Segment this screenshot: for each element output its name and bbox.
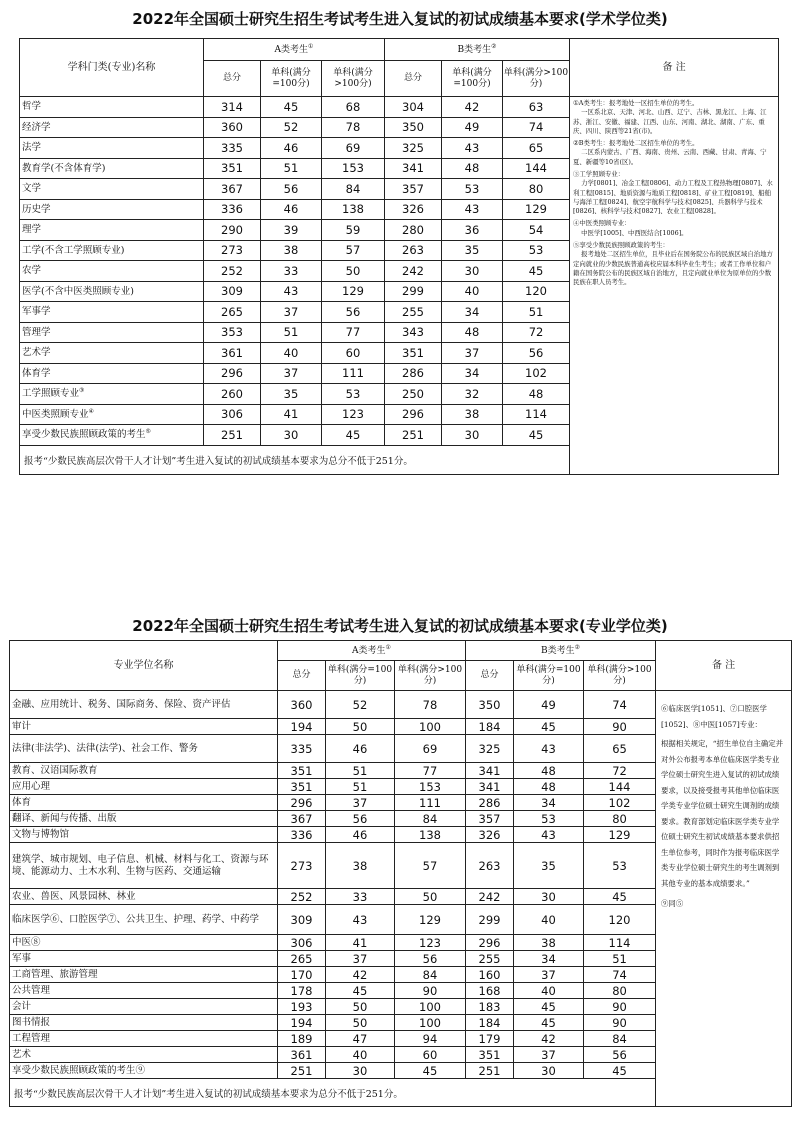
b-single100plus-cell: 53: [503, 240, 570, 261]
a-total-cell: 309: [278, 905, 326, 935]
b-total-cell: 357: [466, 811, 514, 827]
a-total-cell: 265: [278, 951, 326, 967]
b-single100plus-cell: 114: [503, 404, 570, 425]
note-item: ④中医类照顾专业： 中医学[1005]、中西医结合[1006]。: [573, 219, 688, 237]
row-name: 农业、兽医、风景园林、林业: [10, 889, 278, 905]
b-single100plus-cell: 114: [584, 935, 656, 951]
footnote: 报考“少数民族高层次骨干人才计划”考生进入复试的初试成绩基本要求为总分不低于251分。: [20, 445, 570, 474]
b-single100plus-header: 单科(满分>100分): [584, 661, 656, 691]
b-total-cell: 325: [385, 138, 442, 159]
a-single100-cell: 51: [261, 158, 322, 179]
b-single100-cell: 38: [514, 935, 584, 951]
a-single100-cell: 42: [326, 967, 395, 983]
b-total-cell: 326: [385, 199, 442, 220]
a-single100plus-cell: 45: [322, 425, 385, 446]
a-single100-cell: 30: [261, 425, 322, 446]
b-single100plus-cell: 72: [503, 322, 570, 343]
a-total-cell: 360: [278, 691, 326, 719]
b-single100-cell: 37: [442, 343, 503, 364]
remarks-notes: [570, 97, 779, 475]
a-total-cell: 178: [278, 983, 326, 999]
academic-score-table: [19, 38, 779, 475]
b-total-cell: 255: [385, 302, 442, 323]
b-single100-cell: 53: [514, 811, 584, 827]
a-single100plus-cell: 138: [395, 827, 466, 843]
b-single100-cell: 37: [514, 1047, 584, 1063]
row-name: 应用心理: [10, 779, 278, 795]
b-total-cell: 326: [466, 827, 514, 843]
b-total-cell: 341: [466, 763, 514, 779]
b-single100-cell: 43: [514, 735, 584, 763]
row-name: 理学: [20, 220, 204, 241]
a-single100-header: 单科(满分=100分): [326, 661, 395, 691]
b-single100-cell: 45: [514, 719, 584, 735]
remarks-header: 备 注: [656, 641, 792, 691]
row-name: 农学: [20, 261, 204, 282]
b-total-header: 总分: [385, 61, 442, 97]
b-single100-cell: 30: [514, 889, 584, 905]
b-single100plus-cell: 74: [503, 117, 570, 138]
b-single100-cell: 49: [442, 117, 503, 138]
b-single100plus-cell: 45: [503, 261, 570, 282]
b-single100-cell: 34: [514, 795, 584, 811]
a-total-cell: 194: [278, 1015, 326, 1031]
a-single100-cell: 41: [326, 935, 395, 951]
table2-title: 2022年全国硕士研究生招生考试考生进入复试的初试成绩基本要求(专业学位类): [132, 617, 668, 635]
a-total-cell: 193: [278, 999, 326, 1015]
a-single100-cell: 47: [326, 1031, 395, 1047]
row-name: 工程管理: [10, 1031, 278, 1047]
a-total-cell: 170: [278, 967, 326, 983]
b-single100-cell: 34: [442, 363, 503, 384]
row-name: 哲学: [20, 97, 204, 118]
b-single100-cell: 30: [514, 1063, 584, 1079]
b-total-cell: 160: [466, 967, 514, 983]
a-single100-cell: 37: [261, 363, 322, 384]
row-name: 文学: [20, 179, 204, 200]
row-name: 临床医学⑥、口腔医学⑦、公共卫生、护理、药学、中药学: [10, 905, 278, 935]
a-total-cell: 314: [204, 97, 261, 118]
b-single100-cell: 43: [442, 138, 503, 159]
a-single100-header: 单科(满分=100分): [261, 61, 322, 97]
a-single100plus-cell: 45: [395, 1063, 466, 1079]
b-total-cell: 351: [466, 1047, 514, 1063]
b-total-cell: 351: [385, 343, 442, 364]
b-single100plus-cell: 120: [503, 281, 570, 302]
b-single100plus-cell: 51: [584, 951, 656, 967]
row-name: 医学(不含中医类照顾专业): [20, 281, 204, 302]
row-name: 中医类照顾专业④: [20, 404, 204, 425]
row-name: 军事: [10, 951, 278, 967]
b-single100plus-cell: 90: [584, 999, 656, 1015]
a-total-cell: 251: [278, 1063, 326, 1079]
a-single100-cell: 39: [261, 220, 322, 241]
a-single100-cell: 41: [261, 404, 322, 425]
row-name: 教育、汉语国际教育: [10, 763, 278, 779]
note-item: ①A类考生：报考地处一区招生单位的考生。 一区系北京、天津、河北、山西、辽宁、吉林、黑龙江、上海、江苏、浙江、安徽、福建、江西、山东、河南、湖北、湖南、广东、重庆、四川、陕西等21省(市)。: [573, 99, 767, 135]
b-single100-cell: 48: [442, 322, 503, 343]
a-total-cell: 351: [278, 763, 326, 779]
a-single100plus-cell: 53: [322, 384, 385, 405]
a-total-cell: 194: [278, 719, 326, 735]
a-single100plus-cell: 94: [395, 1031, 466, 1047]
a-single100-cell: 51: [326, 779, 395, 795]
b-single100-cell: 45: [514, 1015, 584, 1031]
b-single100-cell: 43: [442, 199, 503, 220]
b-single100plus-cell: 45: [503, 425, 570, 446]
b-single100plus-cell: 65: [584, 735, 656, 763]
b-total-cell: 183: [466, 999, 514, 1015]
b-single100plus-cell: 45: [584, 889, 656, 905]
b-single100-cell: 38: [442, 404, 503, 425]
a-single100-cell: 46: [261, 199, 322, 220]
a-single100-cell: 46: [326, 735, 395, 763]
group-a-header: A类考生①: [204, 39, 385, 61]
a-total-cell: 260: [204, 384, 261, 405]
a-single100-cell: 50: [326, 719, 395, 735]
b-single100plus-cell: 72: [584, 763, 656, 779]
a-single100plus-cell: 123: [395, 935, 466, 951]
a-single100-cell: 45: [326, 983, 395, 999]
a-single100-cell: 46: [261, 138, 322, 159]
a-single100-cell: 52: [261, 117, 322, 138]
remarks-header: 备 注: [570, 39, 779, 97]
b-single100plus-cell: 65: [503, 138, 570, 159]
row-name: 体育: [10, 795, 278, 811]
row-name: 审计: [10, 719, 278, 735]
b-single100-cell: 43: [514, 827, 584, 843]
a-total-cell: 367: [278, 811, 326, 827]
b-single100plus-cell: 120: [584, 905, 656, 935]
a-single100-cell: 56: [326, 811, 395, 827]
a-single100plus-cell: 138: [322, 199, 385, 220]
b-single100plus-cell: 51: [503, 302, 570, 323]
b-total-cell: 296: [385, 404, 442, 425]
a-single100plus-cell: 57: [322, 240, 385, 261]
b-total-cell: 242: [466, 889, 514, 905]
professional-score-table: [9, 640, 792, 1107]
a-total-cell: 189: [278, 1031, 326, 1047]
a-single100plus-cell: 100: [395, 1015, 466, 1031]
b-single100-cell: 40: [442, 281, 503, 302]
b-single100-cell: 30: [442, 425, 503, 446]
row-name: 工学(不含工学照顾专业): [20, 240, 204, 261]
a-single100-cell: 40: [261, 343, 322, 364]
a-total-cell: 251: [204, 425, 261, 446]
b-single100-cell: 53: [442, 179, 503, 200]
row-name: 经济学: [20, 117, 204, 138]
a-total-cell: 306: [278, 935, 326, 951]
b-total-cell: 168: [466, 983, 514, 999]
a-single100plus-cell: 129: [322, 281, 385, 302]
b-single100-cell: 30: [442, 261, 503, 282]
a-single100plus-cell: 90: [395, 983, 466, 999]
a-single100plus-cell: 153: [322, 158, 385, 179]
a-single100-cell: 43: [326, 905, 395, 935]
a-single100-cell: 37: [326, 795, 395, 811]
b-total-cell: 280: [385, 220, 442, 241]
a-single100plus-cell: 69: [395, 735, 466, 763]
row-name: 建筑学、城市规划、电子信息、机械、材料与化工、资源与环境、能源动力、土木水利、生物与医药、交通运输: [10, 843, 278, 889]
b-single100plus-cell: 74: [584, 967, 656, 983]
b-single100-cell: 40: [514, 905, 584, 935]
b-total-cell: 341: [385, 158, 442, 179]
b-single100-cell: 48: [514, 763, 584, 779]
b-total-cell: 250: [385, 384, 442, 405]
row-name: 文物与博物馆: [10, 827, 278, 843]
b-total-cell: 263: [385, 240, 442, 261]
b-single100plus-cell: 48: [503, 384, 570, 405]
a-single100plus-cell: 100: [395, 719, 466, 735]
a-single100plus-cell: 84: [395, 811, 466, 827]
a-single100plus-cell: 123: [322, 404, 385, 425]
note-item: ②B类考生：报考地处二区招生单位的考生。 二区系内蒙古、广西、海南、贵州、云南、西藏、甘肃、青海、宁夏、新疆等10省(区)。: [573, 139, 767, 166]
b-total-cell: 296: [466, 935, 514, 951]
a-total-cell: 361: [278, 1047, 326, 1063]
a-single100-cell: 38: [326, 843, 395, 889]
a-total-cell: 361: [204, 343, 261, 364]
a-single100-cell: 40: [326, 1047, 395, 1063]
a-single100plus-cell: 56: [322, 302, 385, 323]
b-single100-cell: 48: [442, 158, 503, 179]
a-single100-cell: 30: [326, 1063, 395, 1079]
row-name: 法学: [20, 138, 204, 159]
a-total-cell: 353: [204, 322, 261, 343]
row-name: 军事学: [20, 302, 204, 323]
footnote: 报考“少数民族高层次骨干人才计划”考生进入复试的初试成绩基本要求为总分不低于251分。: [10, 1079, 656, 1107]
b-single100-cell: 32: [442, 384, 503, 405]
a-single100plus-cell: 100: [395, 999, 466, 1015]
row-name: 享受少数民族照顾政策的考生⑨: [10, 1063, 278, 1079]
b-single100plus-cell: 90: [584, 719, 656, 735]
a-single100plus-cell: 111: [322, 363, 385, 384]
a-single100-cell: 50: [326, 1015, 395, 1031]
a-single100plus-cell: 111: [395, 795, 466, 811]
b-total-cell: 251: [385, 425, 442, 446]
a-single100-cell: 56: [261, 179, 322, 200]
b-single100plus-cell: 63: [503, 97, 570, 118]
b-total-cell: 304: [385, 97, 442, 118]
b-single100-header: 单科(满分=100分): [514, 661, 584, 691]
b-single100-cell: 42: [514, 1031, 584, 1047]
a-single100plus-cell: 77: [395, 763, 466, 779]
b-single100plus-cell: 84: [584, 1031, 656, 1047]
row-name: 教育学(不含体育学): [20, 158, 204, 179]
b-total-header: 总分: [466, 661, 514, 691]
a-total-cell: 351: [278, 779, 326, 795]
a-single100-cell: 46: [326, 827, 395, 843]
b-total-cell: 350: [466, 691, 514, 719]
a-single100-cell: 33: [326, 889, 395, 905]
a-total-cell: 351: [204, 158, 261, 179]
a-single100-cell: 45: [261, 97, 322, 118]
b-total-cell: 184: [466, 719, 514, 735]
b-single100plus-cell: 80: [584, 983, 656, 999]
b-single100-cell: 36: [442, 220, 503, 241]
a-total-cell: 296: [278, 795, 326, 811]
a-single100plus-cell: 60: [322, 343, 385, 364]
a-single100-cell: 37: [261, 302, 322, 323]
b-single100plus-cell: 144: [584, 779, 656, 795]
b-single100plus-cell: 129: [584, 827, 656, 843]
b-total-cell: 255: [466, 951, 514, 967]
a-single100plus-header: 单科(满分>100分): [395, 661, 466, 691]
b-single100plus-cell: 54: [503, 220, 570, 241]
row-name: 历史学: [20, 199, 204, 220]
a-single100plus-cell: 50: [322, 261, 385, 282]
b-total-cell: 286: [466, 795, 514, 811]
a-single100-cell: 37: [326, 951, 395, 967]
b-total-cell: 299: [385, 281, 442, 302]
b-total-cell: 350: [385, 117, 442, 138]
row-name: 艺术: [10, 1047, 278, 1063]
a-total-header: 总分: [204, 61, 261, 97]
row-name: 工学照顾专业③: [20, 384, 204, 405]
b-single100-cell: 45: [514, 999, 584, 1015]
table1-title: 2022年全国硕士研究生招生考试考生进入复试的初试成绩基本要求(学术学位类): [132, 10, 668, 28]
a-single100plus-cell: 78: [322, 117, 385, 138]
a-total-cell: 273: [278, 843, 326, 889]
b-single100-header: 单科(满分=100分): [442, 61, 503, 97]
b-single100plus-cell: 129: [503, 199, 570, 220]
a-single100plus-cell: 59: [322, 220, 385, 241]
note-item: ⑥临床医学[1051]、⑦口腔医学[1052]、⑧中医[1057]专业：: [661, 704, 767, 729]
note-item: ⑤享受少数民族照顾政策的考生： 报考地处二区招生单位，且毕业后在国务院公布的民族区域自治地方定向就业的少数民族普通高校应届本科毕业生考生；或者工作单位和户籍在国务院公布的民族区域自治地方，且定向就业单位为原单位的少数民族在职人员考生。: [573, 240, 773, 287]
row-name: 工商管理、旅游管理: [10, 967, 278, 983]
b-single100plus-cell: 45: [584, 1063, 656, 1079]
a-total-cell: 252: [204, 261, 261, 282]
b-single100plus-cell: 102: [503, 363, 570, 384]
b-single100-cell: 48: [514, 779, 584, 795]
b-single100plus-cell: 144: [503, 158, 570, 179]
row-name: 中医⑧: [10, 935, 278, 951]
a-total-cell: 336: [278, 827, 326, 843]
b-single100-cell: 34: [514, 951, 584, 967]
a-single100plus-cell: 129: [395, 905, 466, 935]
a-total-cell: 335: [204, 138, 261, 159]
table-row: [20, 97, 779, 118]
b-single100plus-cell: 74: [584, 691, 656, 719]
a-single100-cell: 38: [261, 240, 322, 261]
a-total-cell: 252: [278, 889, 326, 905]
category-header: 学科门类(专业)名称: [20, 39, 204, 97]
a-total-cell: 290: [204, 220, 261, 241]
b-single100plus-cell: 56: [503, 343, 570, 364]
b-single100-cell: 35: [514, 843, 584, 889]
b-single100-cell: 35: [442, 240, 503, 261]
a-single100plus-cell: 84: [395, 967, 466, 983]
a-total-cell: 335: [278, 735, 326, 763]
b-single100-cell: 42: [442, 97, 503, 118]
remarks-notes: [656, 691, 792, 1107]
b-single100-cell: 34: [442, 302, 503, 323]
row-name: 法律(非法学)、法律(法学)、社会工作、警务: [10, 735, 278, 763]
b-total-cell: 343: [385, 322, 442, 343]
a-total-cell: 309: [204, 281, 261, 302]
a-single100plus-cell: 50: [395, 889, 466, 905]
a-single100-cell: 52: [326, 691, 395, 719]
a-single100-cell: 33: [261, 261, 322, 282]
row-name: 翻译、新闻与传播、出版: [10, 811, 278, 827]
a-single100plus-cell: 77: [322, 322, 385, 343]
b-single100plus-header: 单科(满分>100分): [503, 61, 570, 97]
a-single100plus-cell: 78: [395, 691, 466, 719]
a-single100plus-cell: 153: [395, 779, 466, 795]
b-total-cell: 325: [466, 735, 514, 763]
row-name: 图书情报: [10, 1015, 278, 1031]
b-single100plus-cell: 80: [503, 179, 570, 200]
a-single100-cell: 35: [261, 384, 322, 405]
row-name: 体育学: [20, 363, 204, 384]
group-a-header: A类考生①: [278, 641, 466, 661]
row-name: 公共管理: [10, 983, 278, 999]
a-single100-cell: 51: [261, 322, 322, 343]
row-name: 会计: [10, 999, 278, 1015]
row-name: 享受少数民族照顾政策的考生⑤: [20, 425, 204, 446]
table-row: [10, 691, 792, 719]
a-single100plus-header: 单科(满分>100分): [322, 61, 385, 97]
a-total-cell: 360: [204, 117, 261, 138]
a-total-cell: 296: [204, 363, 261, 384]
b-single100-cell: 37: [514, 967, 584, 983]
group-b-header: B类考生②: [385, 39, 570, 61]
a-single100-cell: 43: [261, 281, 322, 302]
b-total-cell: 242: [385, 261, 442, 282]
a-total-cell: 265: [204, 302, 261, 323]
note-item: ③工学照顾专业： 力学[0801]、冶金工程[0806]、动力工程及工程热物理[0807]、水利工程[0815]、地质资源与地质工程[0818]、矿业工程[0819]、船舶与海洋工程[0824]、航空宇航科学与技术[0825]、兵器科学与技术[0826]、核科学与技术[0827]、农业工程[0828]。: [573, 169, 773, 216]
b-total-cell: 251: [466, 1063, 514, 1079]
b-total-cell: 184: [466, 1015, 514, 1031]
a-single100plus-cell: 57: [395, 843, 466, 889]
b-single100plus-cell: 53: [584, 843, 656, 889]
b-single100-cell: 40: [514, 983, 584, 999]
group-b-header: B类考生②: [466, 641, 656, 661]
a-single100plus-cell: 56: [395, 951, 466, 967]
b-total-cell: 357: [385, 179, 442, 200]
row-name: 金融、应用统计、税务、国际商务、保险、资产评估: [10, 691, 278, 719]
b-total-cell: 341: [466, 779, 514, 795]
b-total-cell: 263: [466, 843, 514, 889]
note-item: 根据相关规定，“招生单位自主确定并对外公布报考本单位临床医学类专业学位硕士研究生进入复试的初试成绩要求，以及接受报考其他单位临床医学类专业学位硕士研究生调剂的成绩要求。教育部划定临床医学类专业学位硕士研究生初试成绩基本要求供招生单位参考，同时作为报考临床医学类专业学位硕士研究生的考生调剂到其他专业的基本成绩要求。”: [661, 739, 784, 889]
a-total-cell: 306: [204, 404, 261, 425]
category-header: 专业学位名称: [10, 641, 278, 691]
a-total-header: 总分: [278, 661, 326, 691]
b-single100plus-cell: 80: [584, 811, 656, 827]
a-single100-cell: 51: [326, 763, 395, 779]
a-single100-cell: 50: [326, 999, 395, 1015]
b-single100plus-cell: 90: [584, 1015, 656, 1031]
b-total-cell: 299: [466, 905, 514, 935]
a-single100plus-cell: 68: [322, 97, 385, 118]
row-name: 艺术学: [20, 343, 204, 364]
row-name: 管理学: [20, 322, 204, 343]
b-single100plus-cell: 102: [584, 795, 656, 811]
b-single100plus-cell: 56: [584, 1047, 656, 1063]
a-single100plus-cell: 84: [322, 179, 385, 200]
b-single100-cell: 49: [514, 691, 584, 719]
a-single100plus-cell: 69: [322, 138, 385, 159]
b-total-cell: 179: [466, 1031, 514, 1047]
note-item: ⑨同⑤: [661, 898, 684, 908]
a-single100plus-cell: 60: [395, 1047, 466, 1063]
a-total-cell: 367: [204, 179, 261, 200]
a-total-cell: 273: [204, 240, 261, 261]
b-total-cell: 286: [385, 363, 442, 384]
a-total-cell: 336: [204, 199, 261, 220]
